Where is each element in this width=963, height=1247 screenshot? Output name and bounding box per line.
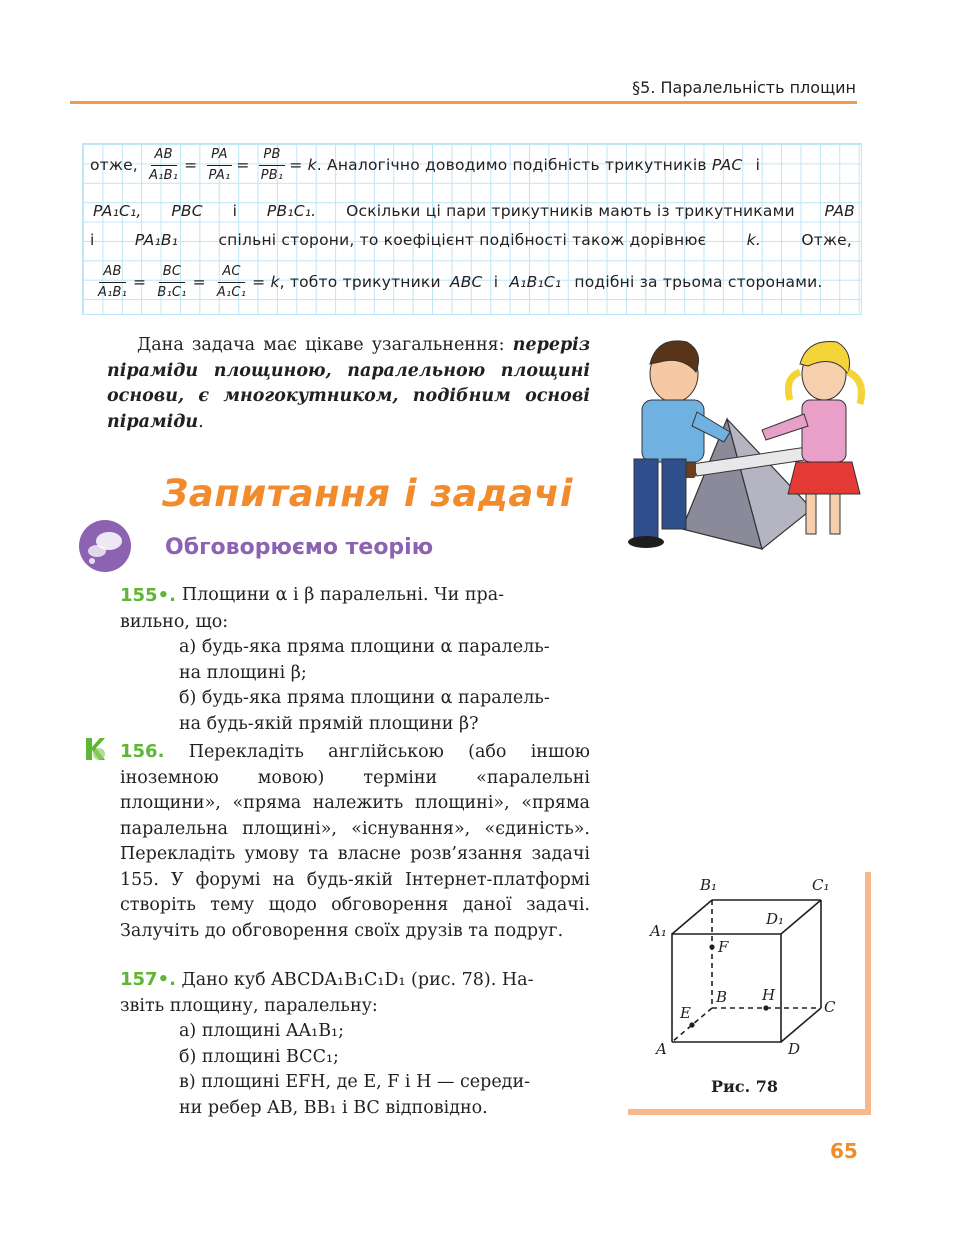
label-d1: D₁: [766, 910, 785, 928]
fraction-pa: $\frac{PA}{\text{PA₁}}$: [208, 147, 231, 183]
problem-text: Перекладіть англійською (або іншою іноземною мовою) терміни «паралельні площини», «пряма належить площині», «пряма паралельна площині», «існування», «єдиність». Перекладіть умову та власне розв’язання задачі 155. У форумі на будь-якій Інтернет-платформі створіть тему щодо обговорення даної задачі. Залучіть до обговорення своїх друзів та подруг.: [120, 742, 590, 941]
proof-line-4: $\frac{AB}{\text{A₁B₁}}$ = $\frac{BC}{\text{B₁C₁}}$ = $\frac{AC}{\text{A₁C₁}}$ = k, тобто трикутники ABC і A₁B₁C₁ подібні за трьома сторонами.: [92, 262, 823, 303]
fraction-ab: $\frac{AB}{\text{A₁B₁}}$: [149, 147, 179, 183]
problem-item-a: а) площині AA₁B₁;: [179, 1021, 344, 1041]
proof-line-2: PA₁C₁, PBC і PB₁C₁. Оскільки ці пари трикутників мають із трикутниками PAB: [93, 202, 855, 220]
label-h: H: [762, 986, 776, 1004]
problem-item-a: а) будь-яка пряма площини α паралель-: [179, 637, 550, 657]
problem-number: 156.: [120, 741, 165, 762]
section-title: Запитання і задачі: [162, 472, 573, 515]
children-cutting-pyramid-illustration: [612, 334, 872, 556]
label-c1: C₁: [812, 876, 830, 894]
problem-item-b: на будь-якій прямій площини β?: [179, 713, 479, 734]
problem-item-a: на площині β;: [179, 662, 307, 683]
label-a: A: [656, 1040, 667, 1058]
discussion-bubble-icon: [78, 519, 132, 573]
subsection-title: Обговорюємо теорію: [165, 535, 434, 560]
problem-number: 157•.: [120, 969, 176, 990]
proof-line-3: і PA₁B₁ спільні сторони, то коефіцієнт подібності також дорівнює k. Отже,: [90, 231, 852, 249]
problem-155: [120, 583, 590, 737]
problem-number: 155•.: [120, 585, 176, 606]
proof-text: . Аналогічно доводимо подібність трикутників: [316, 156, 707, 174]
proof-text: отже,: [90, 156, 138, 174]
intro-paragraph: Дана задача має цікаве узагальнення: переріз піраміди площиною, паралельною площині основи, є многокутником, подібним основі піраміди.: [107, 335, 590, 432]
k-badge-icon: [83, 735, 107, 763]
label-e: E: [680, 1004, 691, 1022]
label-b1: B₁: [700, 876, 718, 894]
fraction-ab-2: $\frac{AB}{\text{A₁B₁}}$: [98, 264, 128, 300]
fraction-pb: $\frac{PB}{\text{PB₁}}$: [260, 147, 284, 183]
fraction-ac: $\frac{AC}{\text{A₁C₁}}$: [216, 264, 247, 300]
label-d: D: [788, 1040, 801, 1058]
label-f: F: [718, 938, 729, 956]
problem-item-b: б) площині BCC₁;: [179, 1046, 339, 1067]
point-e: [689, 1022, 694, 1027]
problem-text: Площини α і β паралельні. Чи пра-: [181, 585, 505, 605]
page-number: 65: [830, 1139, 858, 1163]
problem-text: Дано куб ABCDA₁B₁C₁D₁ (рис. 78). На-: [181, 970, 534, 990]
point-f: [709, 944, 714, 949]
problem-text: вильно, що:: [120, 611, 229, 632]
proof-line-1: отже, $\frac{AB}{\text{A₁B₁}}$ = $\frac{PA}{\text{PA₁}}$ = $\frac{PB}{\text{PB₁}}$ = k. Аналогічно доводимо подібність трикутників PAC і: [90, 145, 760, 186]
problem-text: звіть площину, паралельну:: [120, 995, 378, 1016]
problem-item-c: в) площині EFH, де E, F і H — середи-: [179, 1072, 531, 1092]
fraction-bc: $\frac{BC}{\text{B₁C₁}}$: [157, 264, 187, 300]
label-c: C: [824, 998, 836, 1016]
problem-item-c: ни ребер AB, BB₁ і BC відповідно.: [179, 1097, 488, 1118]
label-a1: A₁: [650, 922, 667, 940]
problem-156: [120, 739, 590, 944]
label-b: B: [716, 988, 728, 1006]
header-rule: [70, 101, 857, 104]
problem-item-b: б) будь-яка пряма площини α паралель-: [179, 688, 550, 708]
point-h: [763, 1005, 768, 1010]
running-head: §5. Паралельність площин: [632, 78, 856, 97]
problem-157: [120, 967, 590, 1121]
figure-caption: Рис. 78: [711, 1077, 779, 1096]
